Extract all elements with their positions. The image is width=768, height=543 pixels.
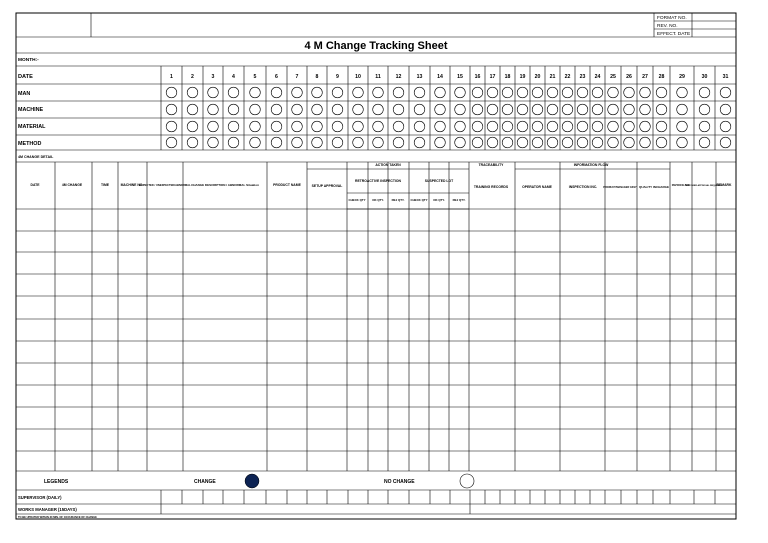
month-label: MONTH:- [18,58,39,63]
day-status-circle[interactable] [455,121,466,132]
day-status-circle[interactable] [250,87,261,98]
col-check-qty-2: CHECK QTY [410,198,428,202]
category-method: METHOD [18,141,42,147]
category-man: MAN [18,91,31,97]
col-setup-approval: SETUP APPROVAL [311,184,343,188]
day-status-circle[interactable] [414,87,425,98]
col-date: DATE [30,183,40,187]
day-status-circle[interactable] [592,121,603,132]
day-status-circle[interactable] [393,137,404,148]
day-status-circle[interactable] [517,121,528,132]
day-status-circle[interactable] [250,137,261,148]
day-status-circle[interactable] [472,87,483,98]
day-number: 15 [457,74,463,80]
day-status-circle[interactable] [187,137,198,148]
day-status-circle[interactable] [608,87,619,98]
day-status-circle[interactable] [502,137,513,148]
day-number: 23 [579,74,586,80]
day-status-circle[interactable] [250,104,261,115]
day-status-circle[interactable] [720,104,731,115]
day-status-circle[interactable] [455,87,466,98]
day-status-circle[interactable] [547,137,558,148]
day-status-circle[interactable] [547,121,558,132]
col-retroactive-inspection: RETROACTIVE INSPECTION [355,179,401,183]
col-production-dept: PRODUCT/MANAGER ASSY [603,186,637,189]
day-number: 22 [564,74,571,80]
day-status-circle[interactable] [502,87,513,98]
day-status-circle[interactable] [532,104,543,115]
supervisor-label: SUPERVISOR (DAILY) [18,495,62,500]
day-number: 1 [170,74,173,80]
day-status-circle[interactable] [532,121,543,132]
change-dot-icon [245,474,259,488]
day-status-circle[interactable] [562,137,573,148]
day-status-circle[interactable] [502,104,513,115]
day-number: 7 [295,74,299,80]
legend-no-change-label: NO CHANGE [384,479,415,485]
day-status-circle[interactable] [271,137,282,148]
day-status-circle[interactable] [332,137,343,148]
day-status-circle[interactable] [455,104,466,115]
day-status-circle[interactable] [562,121,573,132]
day-number: 27 [642,74,648,80]
col-quality-incharge: QUALITY INCHARGE [639,185,669,189]
col-training-records: TRAINING RECORDS [473,185,509,189]
works-manager-label: WORKS MANAGER (15DAYS) [18,507,77,512]
day-status-circle[interactable] [502,121,513,132]
day-status-circle[interactable] [720,137,731,148]
category-material: MATERIAL [18,124,46,130]
day-status-circle[interactable] [640,87,651,98]
day-status-circle[interactable] [435,121,446,132]
day-status-circle[interactable] [472,121,483,132]
day-status-circle[interactable] [608,121,619,132]
day-status-circle[interactable] [373,121,384,132]
legend-label: LEGENDS [44,479,69,485]
day-status-circle[interactable] [414,137,425,148]
day-status-circle[interactable] [532,87,543,98]
col-remarks: REMARK [716,183,732,187]
day-status-circle[interactable] [699,87,710,98]
day-status-circle[interactable] [640,104,651,115]
day-status-circle[interactable] [373,104,384,115]
day-status-circle[interactable] [187,104,198,115]
day-status-circle[interactable] [656,104,667,115]
day-number: 17 [489,74,496,80]
detail-label: 4M CHANGE DETAIL [18,155,54,159]
day-status-circle[interactable] [624,121,635,132]
day-status-circle[interactable] [353,121,364,132]
day-status-circle[interactable] [271,104,282,115]
day-status-circle[interactable] [228,104,239,115]
day-number: 4 [232,74,235,80]
effect-date-label: EFFECT. DATE [657,32,691,37]
day-number: 18 [504,74,511,80]
day-numbers [170,74,728,80]
day-status-circle[interactable] [271,121,282,132]
day-status-circle[interactable] [517,87,528,98]
day-number: 24 [594,74,601,80]
day-status-circle[interactable] [656,121,667,132]
day-status-circle[interactable] [208,121,219,132]
day-number: 6 [275,74,278,80]
day-number: 3 [211,74,215,80]
day-status-circle[interactable] [577,121,588,132]
col-product-name: PRODUCT NAME [273,183,301,187]
day-status-circle[interactable] [292,137,303,148]
day-status-circle[interactable] [720,87,731,98]
day-status-circle[interactable] [577,137,588,148]
day-status-circle[interactable] [699,121,710,132]
day-status-circle[interactable] [292,87,303,98]
day-number: 11 [375,74,381,80]
day-status-circle[interactable] [166,137,177,148]
day-number: 8 [315,74,319,80]
day-status-circle[interactable] [332,87,343,98]
day-status-circle[interactable] [208,104,219,115]
day-status-circle[interactable] [562,104,573,115]
day-number: 26 [626,74,632,80]
day-status-circle[interactable] [608,104,619,115]
day-status-circle[interactable] [435,137,446,148]
day-number: 28 [658,74,665,80]
day-status-circle[interactable] [720,121,731,132]
day-status-circle[interactable] [472,137,483,148]
day-status-circle[interactable] [608,137,619,148]
category-machine: MACHINE [18,107,44,113]
day-status-circle[interactable] [271,87,282,98]
page-title: 4 M Change Tracking Sheet [304,40,448,52]
col-rej-qty-2: REJ QTY. [452,198,466,202]
day-status-circle[interactable] [292,104,303,115]
col-invoice-no: INVOICE NO. [671,183,691,187]
day-status-circle[interactable] [312,87,323,98]
day-status-circle[interactable] [353,87,364,98]
day-status-circle[interactable] [656,87,667,98]
day-status-circle[interactable] [393,104,404,115]
day-status-circle[interactable] [166,87,177,98]
day-number: 20 [534,74,541,80]
day-status-circle[interactable] [312,121,323,132]
day-status-circle[interactable] [228,87,239,98]
day-status-circle[interactable] [228,121,239,132]
col-customer-approval: CUSTOMER APPROVAL REQUIRED [684,185,722,187]
day-status-circle[interactable] [547,104,558,115]
day-status-circle[interactable] [487,87,498,98]
day-status-circle[interactable] [332,104,343,115]
day-status-circle[interactable] [677,87,688,98]
col-expected: EXPECTED / UNEXPECTED/ABNORMAL [139,184,191,187]
day-status-circle[interactable] [393,121,404,132]
col-operator-name: OPERATOR NAME [522,185,552,189]
col-4m-change: 4M CHANGE [61,183,83,187]
day-circles [166,87,731,148]
day-status-circle[interactable] [455,137,466,148]
day-status-circle[interactable] [373,87,384,98]
day-number: 16 [474,74,481,80]
no-change-circle-icon [460,474,474,488]
col-suspected-lot: SUSPECTED LOT [424,179,454,183]
col-ok-qty-2: OK QTY. [433,198,445,202]
day-number: 30 [701,74,708,80]
day-status-circle[interactable] [592,87,603,98]
day-status-circle[interactable] [592,104,603,115]
col-time: TIME [100,183,110,187]
day-status-circle[interactable] [166,121,177,132]
day-number: 10 [355,74,361,80]
col-information-flow: INFORMATION FLOW [573,163,609,167]
day-number: 31 [722,74,729,80]
col-machine-no: MACHINE NO. [120,183,144,187]
col-traceability: TRACEABILITY [478,163,504,167]
col-ok-qty-1: OK QTY. [372,198,384,202]
day-status-circle[interactable] [640,121,651,132]
day-status-circle[interactable] [517,104,528,115]
day-status-circle[interactable] [472,104,483,115]
day-status-circle[interactable] [487,137,498,148]
day-status-circle[interactable] [624,104,635,115]
day-status-circle[interactable] [656,137,667,148]
day-status-circle[interactable] [640,137,651,148]
day-number: 9 [336,74,339,80]
day-status-circle[interactable] [577,104,588,115]
day-status-circle[interactable] [624,137,635,148]
day-status-circle[interactable] [208,87,219,98]
day-status-circle[interactable] [547,87,558,98]
day-number: 2 [191,74,194,80]
col-inspection-inc: INSPECTION INC. [568,185,598,189]
day-number: 12 [395,74,402,80]
day-status-circle[interactable] [187,87,198,98]
day-status-circle[interactable] [228,137,239,148]
day-status-circle[interactable] [435,87,446,98]
day-number: 19 [519,74,526,80]
day-number: 29 [679,74,685,80]
day-status-circle[interactable] [166,104,177,115]
day-status-circle[interactable] [414,104,425,115]
legend-change-label: CHANGE [194,479,216,485]
col-check-qty-1: CHECK QTY [348,198,366,202]
day-status-circle[interactable] [577,87,588,98]
day-status-circle[interactable] [312,137,323,148]
day-status-circle[interactable] [699,137,710,148]
day-status-circle[interactable] [208,137,219,148]
col-change-description: CHANGE DESCRIPTION / ABNORMAL Situation [191,183,259,187]
day-status-circle[interactable] [435,104,446,115]
day-number: 14 [437,74,443,80]
col-rej-qty-1: REJ QTY. [391,198,405,202]
day-status-circle[interactable] [487,104,498,115]
day-status-circle[interactable] [677,137,688,148]
day-status-circle[interactable] [353,137,364,148]
day-number: 5 [253,74,257,80]
format-no-label: FORMAT NO. [657,16,687,21]
day-status-circle[interactable] [487,121,498,132]
day-status-circle[interactable] [677,104,688,115]
day-status-circle[interactable] [517,137,528,148]
day-status-circle[interactable] [414,121,425,132]
footnote: TO BE UPDATED WITHIN 30 MIN. OF OCCURANCE OF CHANGE [18,516,97,519]
day-status-circle[interactable] [699,104,710,115]
day-number: 21 [549,74,556,80]
day-status-circle[interactable] [312,104,323,115]
day-status-circle[interactable] [532,137,543,148]
day-number: 25 [610,74,616,80]
day-status-circle[interactable] [332,121,343,132]
day-status-circle[interactable] [624,87,635,98]
day-status-circle[interactable] [373,137,384,148]
day-status-circle[interactable] [562,87,573,98]
day-status-circle[interactable] [353,104,364,115]
day-number: 13 [416,74,423,80]
col-action-taken: ACTION TAKEN [375,163,401,167]
day-status-circle[interactable] [292,121,303,132]
date-label: DATE [18,74,33,80]
rev-no-label: REV. NO. [657,24,678,29]
day-status-circle[interactable] [250,121,261,132]
day-status-circle[interactable] [592,137,603,148]
day-status-circle[interactable] [187,121,198,132]
day-status-circle[interactable] [677,121,688,132]
day-status-circle[interactable] [393,87,404,98]
